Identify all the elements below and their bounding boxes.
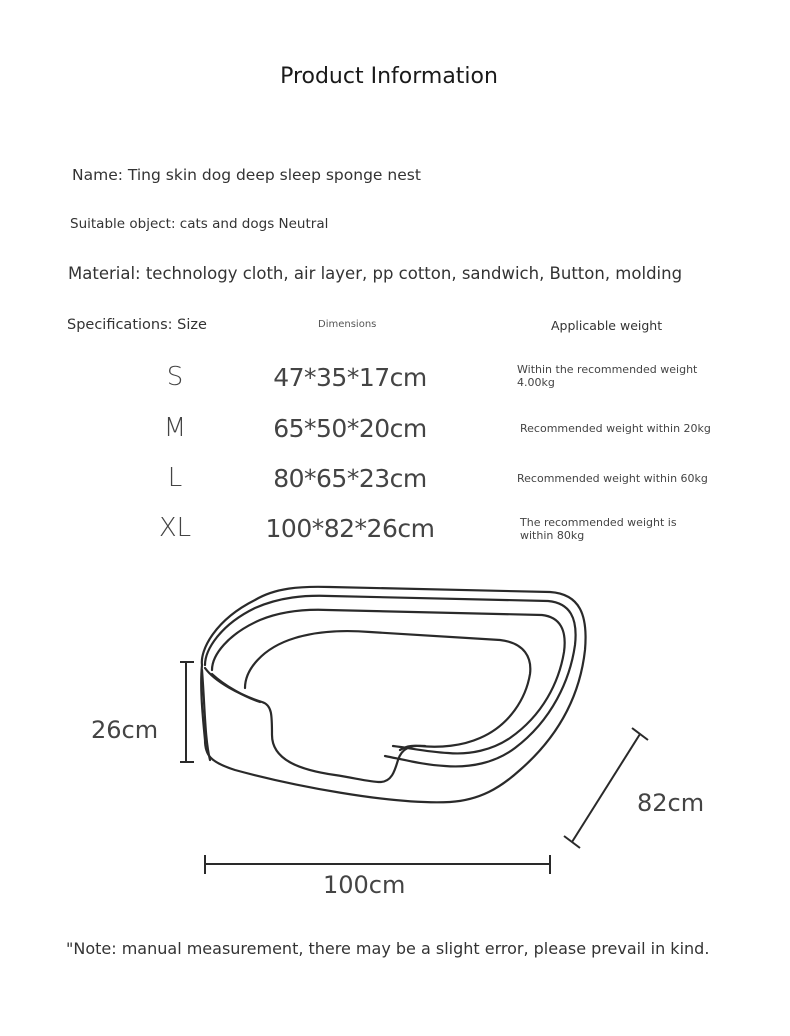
size-l: L xyxy=(167,463,183,493)
bed-rim-outer xyxy=(205,596,576,767)
weight-header: Applicable weight xyxy=(551,318,663,333)
dimensions-l: 80*65*23cm xyxy=(273,464,427,493)
bed-cushion xyxy=(245,631,530,750)
weight-s: Within the recommended weight 4.00kg xyxy=(517,363,698,389)
height-dimension-line xyxy=(180,662,194,762)
bed-front-dip xyxy=(205,668,425,782)
dimensions-header: Dimensions xyxy=(318,319,377,330)
product-name: Name: Ting skin dog deep sleep sponge nest xyxy=(72,166,421,184)
bed-rim-inner xyxy=(212,610,565,754)
specifications-label: Specifications: Size xyxy=(67,317,207,333)
size-xl: XL xyxy=(158,513,192,543)
weight-l: Recommended weight within 60kg xyxy=(517,472,708,485)
dimensions-m: 65*50*20cm xyxy=(273,414,427,443)
bed-outer-outline xyxy=(201,587,585,803)
weight-xl: The recommended weight is within 80kg xyxy=(520,516,677,542)
depth-label: 82cm xyxy=(637,789,705,817)
weight-m: Recommended weight within 20kg xyxy=(520,422,711,435)
height-label: 26cm xyxy=(91,716,159,744)
depth-dimension-line xyxy=(564,728,648,848)
size-s: S xyxy=(166,362,184,392)
page-title: Product Information xyxy=(280,64,498,89)
dimensions-s: 47*35*17cm xyxy=(273,363,427,392)
dimensions-xl: 100*82*26cm xyxy=(265,514,435,543)
measurement-note: "Note: manual measurement, there may be a slight error, please prevail in kind. xyxy=(66,939,710,958)
material: Material: technology cloth, air layer, pp cotton, sandwich, Button, molding xyxy=(68,264,683,283)
width-label: 100cm xyxy=(323,871,406,899)
suitable-object: Suitable object: cats and dogs Neutral xyxy=(70,216,329,232)
size-m: M xyxy=(163,413,187,443)
